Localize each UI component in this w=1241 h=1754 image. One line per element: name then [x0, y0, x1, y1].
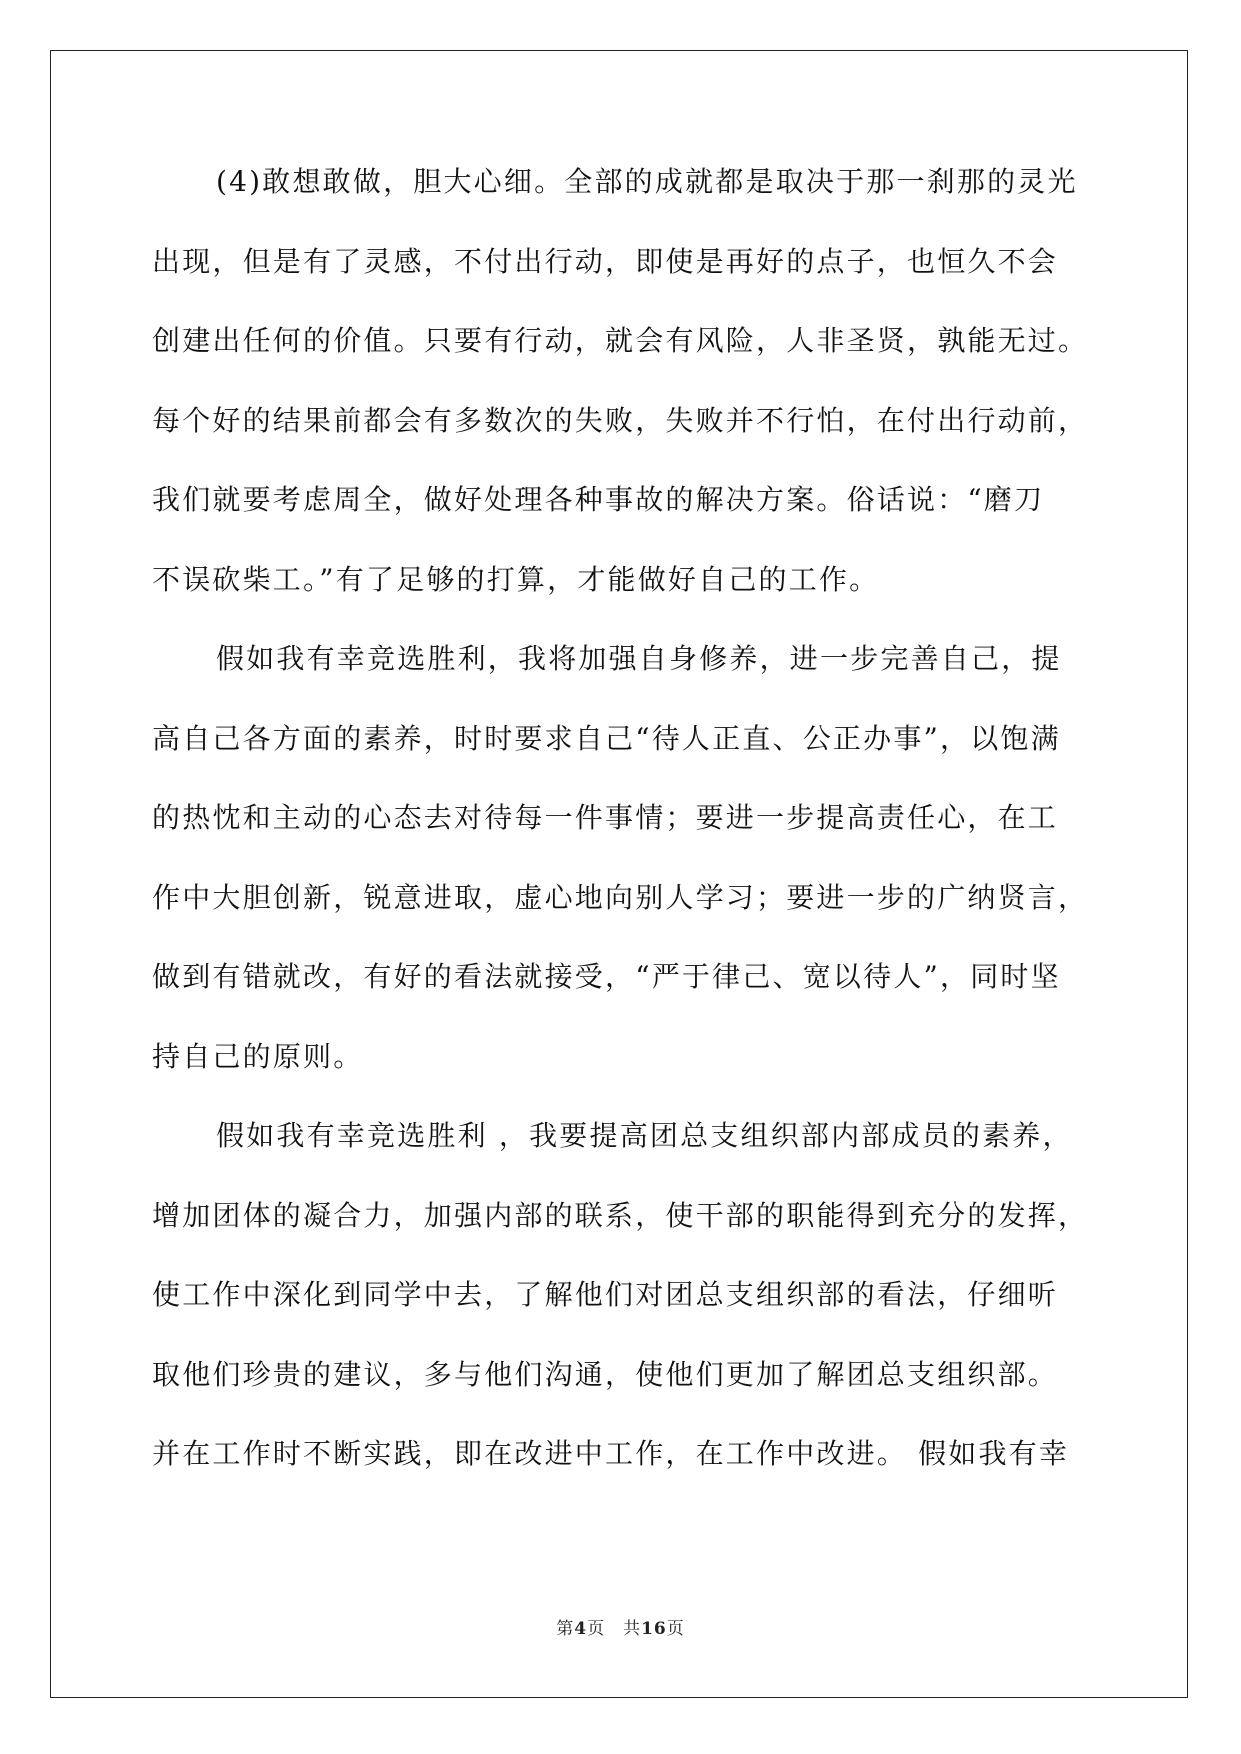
total-label-prefix: 共	[623, 1619, 642, 1639]
text-line: 增加团体的凝合力，加强内部的联系，使干部的职能得到充分的发挥，	[152, 1198, 1089, 1232]
text-line: 持自己的原则。	[152, 1039, 364, 1073]
text-line: 假如我有幸竞选胜利 ，我要提高团总支组织部内部成员的素养，	[216, 1119, 1073, 1152]
text-line: 创建出任何的价值。只要有行动，就会有风险，人非圣贤，孰能无过。	[152, 324, 1089, 357]
document-body	[152, 162, 1096, 1514]
page-label-prefix: 第	[556, 1619, 575, 1639]
total-label-suffix: 页	[666, 1619, 685, 1639]
text-line: 每个好的结果前都会有多数次的失败，失败并不行怕，在付出行动前，	[152, 403, 1089, 437]
text-line: 出现，但是有了灵感，不付出行动，即使是再好的点子，也恒久不会	[152, 244, 1059, 278]
text-line: 的热忱和主动的心态去对待每一件事情；要进一步提高责任心，在工	[152, 801, 1059, 834]
text-line: 高自己各方面的素养，时时要求自己“待人正直、公正办事”，以饱满	[152, 721, 1061, 755]
text-line: 不误砍柴工。”有了足够的打算，才能做好自己的工作。	[152, 562, 880, 596]
text-line: 取他们珍贵的建议，多与他们沟通，使他们更加了解团总支组织部。	[152, 1357, 1059, 1391]
total-pages: 16	[641, 1619, 667, 1639]
text-line: 并在工作时不断实践，即在改进中工作，在工作中改进。 假如我有幸	[152, 1437, 1070, 1470]
text-line: (4)敢想敢做，胆大心细。全部的成就都是取决于那一刹那的灵光	[216, 165, 1078, 198]
text-line: 作中大胆创新，锐意进取，虚心地向别人学习；要进一步的广纳贤言，	[152, 880, 1089, 914]
text-line: 我们就要考虑周全，做好处理各种事故的解决方案。俗话说：“磨刀	[152, 483, 1045, 516]
text-line: 做到有错就改，有好的看法就接受，“严于律己、宽以待人”，同时坚	[152, 960, 1061, 993]
page-footer	[0, 1614, 1241, 1639]
page-number: 4	[574, 1619, 588, 1639]
text-line: 假如我有幸竞选胜利，我将加强自身修养，进一步完善自己，提	[216, 642, 1062, 675]
text-line: 使工作中深化到同学中去，了解他们对团总支组织部的看法，仔细听	[152, 1278, 1059, 1311]
page-label-suffix: 页	[587, 1619, 606, 1639]
